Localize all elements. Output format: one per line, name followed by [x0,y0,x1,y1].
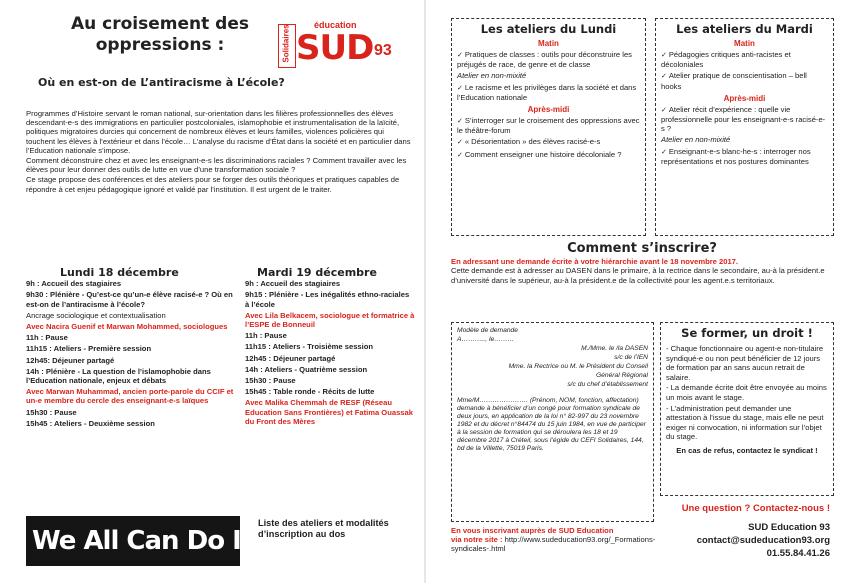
box-title: Se former, un droit ! [681,326,813,340]
box-title: Les ateliers du Mardi [676,22,813,36]
workshop-note: Atelier en non-mixité [457,71,527,81]
right-paragraph: - La demande écrite doit être envoyée au moins un mois avant le stage. [666,383,827,402]
section-morning: Matin [734,39,755,48]
intro-paragraph: Programmes d’Histoire servant le roman national, sur-orientation dans les filières professionnelles des élèves descendant-e-s des immigrations en particulier postcoloniales, islamophobie et instrumentalisation de la laïcité, politiques migratoires durcies qui concernent de nombreux élèves et leurs familles, violences policières qui touchent les élèves à l’extérieur et dans l’école… L’analyse du racisme d’État dans la société et en particulier dans l’Education nationale s’impose. [26,109,411,155]
schedule-item: 11h : Pause [26,333,68,343]
section-morning: Matin [538,39,559,48]
we-all-can-do-it-banner: We All Can Do It ! [26,516,240,566]
schedule-item: 15h30 : Pause [245,376,296,386]
intro-paragraph: Ce stage propose des conférences et des ateliers pour se forger des outils théoriques et pratiques capables de répondre à cet enjeu pédagogique ignoré et validé par l’institution. Il est urgent de le traiter. [26,175,400,194]
workshop-item: ✓ Atelier récit d’expérience : quelle vie professionnelle pour les enseignant-e-s racisé-e-s ? [661,105,828,134]
schedule-item: 9h : Accueil des stagiaires [26,279,122,289]
registration-title: Comment s’inscrire? [567,241,717,256]
website-label: via notre site : [451,535,503,545]
section-afternoon: Après-midi [723,93,766,103]
website-info [451,526,661,554]
right-paragraph: - L’administration peut demander une attestation à l’issue du stage, mais elle ne peut exiger ni convocation, ni information sur l’objet du stage. [666,403,824,442]
template-line: s/c du chef d’établissement [567,381,648,388]
training-right-box [660,322,834,496]
speakers: Avec Malika Chemmah de RESF (Réseau Education Sans Frontières) et Fatima Ouassak du Front des Mères [245,398,413,426]
org-name: SUD Education 93 [748,522,830,533]
right-paragraph: - Chaque fonctionnaire ou agent-e non-titulaire syndiqué-e ou non peut bénéficier de 12 jours de formation par an sans aucun retrait de salaire. [666,344,824,382]
workshop-item: ✓ S’interroger sur le croisement des oppressions avec le théâtre-forum [457,116,640,135]
workshop-item: ✓ Pratiques de classes : outils pour déconstruire les préjugés de race, de genre et de classe [457,50,640,69]
registration-section [451,241,833,285]
monday-programme [26,266,236,428]
schedule-item: 9h30 : Plénière - Qu’est-ce qu’un-e élève racisé-e ? Où en est-on de l’antiracisme à l’école? [26,290,233,309]
intro-text [26,109,412,195]
schedule-item: 9h : Accueil des stagiaires [245,279,341,289]
banner-caption: Liste des ateliers et modalités d’inscription au dos [258,518,389,539]
subtitle: Où en est-on de L’antiracisme à L’école? [38,76,285,89]
intro-paragraph: Comment déconstruire chez et avec les enseignant-e-s les discriminations raciales ? Comment travailler avec les élèves pour leur donner des outils de lutte en vue d’une transformation sociale ? [26,156,407,175]
schedule-item: 15h45 : Table ronde - Récits de lutte [245,387,375,397]
schedule-item: Ancrage sociologique et contextualisation [26,310,166,320]
schedule-item: 14h : Plénière - La question de l’islamophobie dans l’Education nationale, enjeux et débats [26,366,211,386]
contact-block [650,521,830,560]
schedule-item: 11h15 : Ateliers - Première session [26,344,152,354]
title-line-2: oppressions : [95,35,225,55]
tuesday-workshops-box [655,18,834,236]
section-afternoon: Après-midi [527,105,570,115]
contact-phone: 01.55.84.41.26 [766,548,830,559]
workshop-item: ✓ Pédagogies critiques anti-racistes et décoloniales [661,50,828,69]
speakers: Avec Lila Belkacem, sociologue et formatrice à l’ESPE de Bonneuil [245,310,415,330]
workshop-note: Atelier en non-mixité [661,135,731,145]
website-link[interactable]: http://www.sudeducation93.org/_Formations-syndicales-.html [451,535,656,554]
box-title: Les ateliers du Lundi [480,22,617,36]
contact-email[interactable]: contact@sudeducation93.org [696,535,830,546]
website-intro: En vous inscrivant auprès de SUD Education [451,526,614,535]
schedule-item: 15h45 : Ateliers - Deuxième session [26,418,155,428]
template-body: Mme/M…………………. (Prénom, NOM, fonction, affectation) demande à bénéficier d’un congé pour formation syndicale de deux jours, en application de la loi n° 82-997 du 23 novembre 1982 et du décret n°84474 du 15 juin 1984, en vue de participer à la session de formation qui se déroulera les 18 et 19 décembre 2017 à Créteil, sous l’égide du CEFI Solidaires, 144, bd de la Villette, 75019 Paris. [457,397,646,452]
template-line: A……….., le……… [457,336,515,343]
speakers: Avec Marwan Muhammad, ancien porte-parole du CCIF et un-e membre du cercle des enseignant-e-s laïques [26,387,234,406]
sud-education-logo: Solidaires éducation SUD 93 [278,20,408,70]
schedule-item: 12h45: Déjeuner partagé [26,355,115,365]
schedule-item: 15h30 : Pause [26,407,77,417]
title-line-1: Au croisement des [70,14,249,34]
workshop-item: ✓ Enseignant-e-s blanc-he-s : interroger nos représentations et nos postures dominantes [661,147,828,166]
main-title [60,14,260,56]
template-line: Modèle de demande [457,327,518,334]
workshop-item: ✓ Le racisme et les privilèges dans la société et dans l’Education nationale [457,83,640,102]
schedule-item: 11h15 : Ateliers - Troisième session [245,342,374,352]
schedule-item: 9h15 : Plénière - Les inégalités ethno-raciales à l’école [245,290,410,309]
template-line: Mme. la Rectrice ou M. le Président du Conseil [508,363,648,370]
schedule-item: 11h : Pause [245,331,287,341]
schedule-item: 14h : Ateliers - Quatrième session [245,364,368,374]
template-line: s/c de l’IEN [614,354,648,361]
refusal-note: En cas de refus, contactez le syndicat ! [676,445,818,455]
template-line: M./Mme. le /la DASEN [581,345,648,352]
schedule-item: 12h45 : Déjeuner partagé [245,353,336,363]
workshop-item: ✓ Comment enseigner une histoire décoloniale ? [457,150,640,160]
registration-text: Cette demande est à adresser au DASEN dans le primaire, à la rectrice dans le secondaire, au-à la président.e d’université dans le supérieur, au-à la président.e de la collectivité pour les agent.e.s territoriaux. [451,266,825,285]
tuesday-title: Mardi 19 décembre [257,266,377,279]
request-template-box [451,322,654,522]
solidaires-mark: Solidaires [278,24,296,68]
monday-workshops-box [451,18,646,236]
speakers: Avec Nacira Guenif et Marwan Mohammed, sociologues [26,322,228,332]
question-callout: Une question ? Contactez-nous ! [681,503,830,514]
workshop-item: ✓ Atelier pratique de conscientisation – bell hooks [661,71,828,90]
workshop-item: ✓ « Désorientation » des élèves racisé-e-s [457,137,640,147]
registration-deadline: En adressant une demande écrite à votre hiérarchie avant le 18 novembre 2017. [451,257,739,267]
monday-title: Lundi 18 décembre [60,266,179,279]
template-line: Général Régional [595,372,648,379]
tuesday-programme [245,266,415,426]
